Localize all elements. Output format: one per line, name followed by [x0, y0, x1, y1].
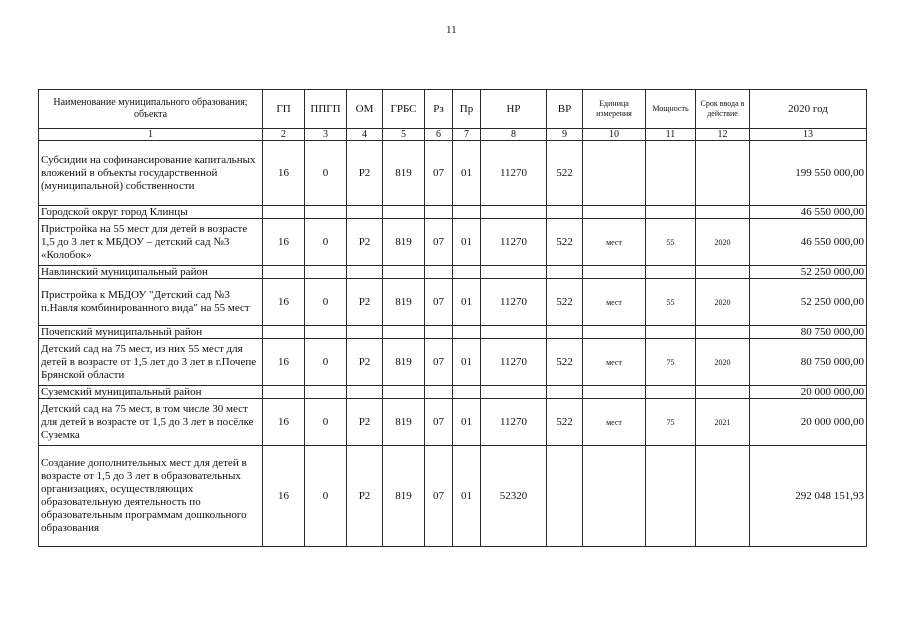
cell-rz: 07 [425, 141, 453, 206]
table-row-group [39, 266, 867, 279]
cell-vr: 522 [547, 141, 583, 206]
group-amount: 80 750 000,00 [750, 326, 867, 339]
cell-capacity: 55 [646, 279, 696, 326]
group-amount: 20 000 000,00 [750, 386, 867, 399]
cell-om: P2 [347, 399, 383, 446]
cell-grbs: 819 [383, 219, 425, 266]
cell-capacity [646, 446, 696, 547]
col-number: 9 [547, 129, 583, 141]
cell-ppgp: 0 [305, 279, 347, 326]
col-header-term: Срок ввода в действие [696, 90, 750, 129]
cell-ppgp: 0 [305, 399, 347, 446]
col-number: 4 [347, 129, 383, 141]
cell-gp: 16 [263, 219, 305, 266]
cell-om: P2 [347, 141, 383, 206]
cell-nr: 11270 [481, 141, 547, 206]
cell-amount: 46 550 000,00 [750, 219, 867, 266]
cell-ppgp: 0 [305, 339, 347, 386]
cell-nr: 52320 [481, 446, 547, 547]
cell-om: P2 [347, 446, 383, 547]
cell-pr: 01 [453, 399, 481, 446]
cell-rz: 07 [425, 219, 453, 266]
cell-om: P2 [347, 279, 383, 326]
cell-amount: 199 550 000,00 [750, 141, 867, 206]
col-header-vr: ВР [547, 90, 583, 129]
object-name: Пристройка на 55 мест для детей в возрасте 1,5 до 3 лет к МБДОУ – детский сад №3 «Колобок» [39, 219, 263, 266]
cell-term: 2020 [696, 339, 750, 386]
col-header-pr: Пр [453, 90, 481, 129]
col-header-ppgp: ППГП [305, 90, 347, 129]
group-name: Городской округ город Клинцы [39, 206, 263, 219]
budget-table [38, 89, 867, 547]
cell-ppgp: 0 [305, 141, 347, 206]
cell-ppgp: 0 [305, 219, 347, 266]
col-header-gp: ГП [263, 90, 305, 129]
group-name: Суземский муниципальный район [39, 386, 263, 399]
object-name: Создание дополнительных мест для детей в возрасте от 1,5 до 3 лет в образовательных организациях, осуществляющих образовательную деятельность по образовательным программам дошкольного образования [39, 446, 263, 547]
cell-unit [583, 446, 646, 547]
table-row-object [39, 399, 867, 446]
col-header-capacity: Мощность [646, 90, 696, 129]
cell-unit: мест [583, 399, 646, 446]
cell-grbs: 819 [383, 339, 425, 386]
cell-gp: 16 [263, 446, 305, 547]
cell-nr: 11270 [481, 279, 547, 326]
cell-term [696, 446, 750, 547]
object-name: Пристройка к МБДОУ "Детский сад №3 п.Навля комбинированного вида" на 55 мест [39, 279, 263, 326]
group-amount: 46 550 000,00 [750, 206, 867, 219]
object-name: Детский сад на 75 мест, в том числе 30 мест для детей в возрасте от 1,5 до 3 лет в посёлке Суземка [39, 399, 263, 446]
col-number: 8 [481, 129, 547, 141]
cell-term [696, 141, 750, 206]
col-header-name: Наименование муниципального образования; объекта [39, 90, 263, 129]
col-number: 2 [263, 129, 305, 141]
cell-rz: 07 [425, 399, 453, 446]
cell-amount: 80 750 000,00 [750, 339, 867, 386]
table-row-object [39, 219, 867, 266]
col-number: 11 [646, 129, 696, 141]
cell-rz: 07 [425, 339, 453, 386]
cell-grbs: 819 [383, 279, 425, 326]
cell-amount: 292 048 151,93 [750, 446, 867, 547]
table-row-group [39, 326, 867, 339]
col-number: 12 [696, 129, 750, 141]
cell-unit [583, 141, 646, 206]
group-name: Навлинский муниципальный район [39, 266, 263, 279]
cell-rz: 07 [425, 279, 453, 326]
col-header-nr: НР [481, 90, 547, 129]
cell-om: P2 [347, 219, 383, 266]
cell-pr: 01 [453, 446, 481, 547]
cell-capacity: 75 [646, 399, 696, 446]
col-number: 5 [383, 129, 425, 141]
group-name: Почепский муниципальный район [39, 326, 263, 339]
col-header-year: 2020 год [750, 90, 867, 129]
page-number: 11 [446, 24, 457, 36]
cell-ppgp: 0 [305, 446, 347, 547]
cell-grbs: 819 [383, 399, 425, 446]
col-number: 1 [39, 129, 263, 141]
cell-unit: мест [583, 279, 646, 326]
table-row-object [39, 279, 867, 326]
table-row-group [39, 206, 867, 219]
cell-pr: 01 [453, 141, 481, 206]
col-number: 3 [305, 129, 347, 141]
table-row-object [39, 446, 867, 547]
cell-om: P2 [347, 339, 383, 386]
cell-amount: 52 250 000,00 [750, 279, 867, 326]
cell-term: 2020 [696, 219, 750, 266]
object-name: Детский сад на 75 мест, из них 55 мест для детей в возрасте от 1,5 лет до 3 лет в г.Почепе Брянской области [39, 339, 263, 386]
cell-pr: 01 [453, 339, 481, 386]
col-number: 6 [425, 129, 453, 141]
cell-rz: 07 [425, 446, 453, 547]
cell-nr: 11270 [481, 339, 547, 386]
cell-capacity [646, 141, 696, 206]
cell-gp: 16 [263, 399, 305, 446]
group-amount: 52 250 000,00 [750, 266, 867, 279]
table-row-object [39, 339, 867, 386]
col-header-rz: Рз [425, 90, 453, 129]
cell-pr: 01 [453, 219, 481, 266]
col-header-unit: Единица измерения [583, 90, 646, 129]
table-row-group [39, 386, 867, 399]
column-number-row [39, 129, 867, 141]
table-row-subsidies [39, 141, 867, 206]
cell-grbs: 819 [383, 446, 425, 547]
cell-term: 2021 [696, 399, 750, 446]
cell-nr: 11270 [481, 219, 547, 266]
col-number: 13 [750, 129, 867, 141]
cell-unit: мест [583, 219, 646, 266]
cell-pr: 01 [453, 279, 481, 326]
cell-nr: 11270 [481, 399, 547, 446]
cell-vr: 522 [547, 219, 583, 266]
cell-vr: 522 [547, 399, 583, 446]
col-number: 7 [453, 129, 481, 141]
cell-amount: 20 000 000,00 [750, 399, 867, 446]
col-header-grbs: ГРБС [383, 90, 425, 129]
cell-grbs: 819 [383, 141, 425, 206]
cell-vr [547, 446, 583, 547]
object-name: Субсидии на софинансирование капитальных вложений в объекты государственной (муниципальной) собственности [39, 141, 263, 206]
header-row [39, 90, 867, 129]
cell-unit: мест [583, 339, 646, 386]
cell-vr: 522 [547, 339, 583, 386]
cell-capacity: 55 [646, 219, 696, 266]
col-number: 10 [583, 129, 646, 141]
cell-vr: 522 [547, 279, 583, 326]
cell-gp: 16 [263, 339, 305, 386]
cell-gp: 16 [263, 279, 305, 326]
cell-gp: 16 [263, 141, 305, 206]
cell-term: 2020 [696, 279, 750, 326]
cell-capacity: 75 [646, 339, 696, 386]
col-header-om: ОМ [347, 90, 383, 129]
